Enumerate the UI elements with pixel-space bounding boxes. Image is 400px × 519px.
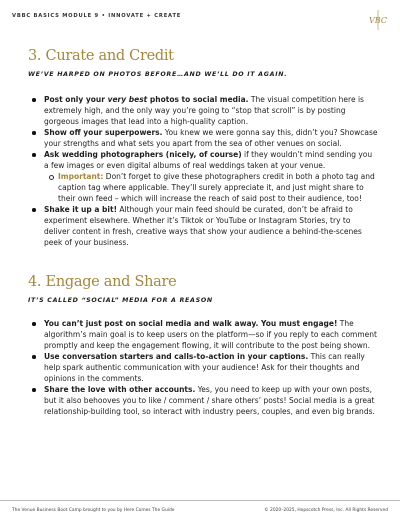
bullet-lead: Show off your superpowers.: [44, 128, 163, 137]
section-4-list: [28, 318, 378, 417]
page-header: [12, 10, 388, 34]
bullet-text: You knew we were gonna say this, didn’t you? Showcase your strengths and what sets you apart from the sea of other venues on social.: [44, 128, 378, 148]
bullet-text: This can really help spark authentic communication with your audience! Ask for their thoughts and opinions in the comments.: [44, 352, 365, 383]
section-4-title: 4. Engage and Share: [28, 274, 177, 290]
bullet-text: Yes, you need to keep up with your own posts, but it also behooves you to like / comment / share others’ posts! Social media is a great relationship-building tool, so interact with industry peers, couples, and even big brands.: [44, 385, 375, 416]
section-3-list: [28, 94, 378, 248]
list-item: [28, 351, 378, 384]
section-4-subtitle: IT’S CALLED “SOCIAL” MEDIA FOR A REASON: [28, 297, 213, 304]
list-item: [28, 149, 378, 204]
important-label: Important:: [58, 172, 104, 181]
bullet-lead-emphasis: very best: [107, 95, 148, 104]
bullet-lead-b: photos to social media.: [147, 95, 249, 104]
list-item: [28, 318, 378, 351]
main-content: [28, 48, 378, 417]
bullet-lead: You can’t just post on social media and walk away. You must engage!: [44, 319, 338, 328]
bullet-text: The visual competition here is extremely high, and the only way you’re going to “stop that scroll” is by posting gorgeous images that lead into a high-quality caption.: [44, 95, 364, 126]
bullet-lead: Use conversation starters and calls-to-action in your captions.: [44, 352, 309, 361]
bullet-text: if they wouldn’t mind sending you a few images or even digital albums of real weddings taken at your venue.: [44, 150, 373, 170]
section-3-subtitle: WE’VE HARPED ON PHOTOS BEFORE…AND WE’LL DO IT AGAIN.: [28, 71, 288, 78]
footer-credit: The Venue Business Boot Camp brought to you by Here Comes The Guide: [12, 508, 175, 513]
bullet-lead: Ask wedding photographers (nicely, of course): [44, 150, 242, 159]
sub-list-item: [44, 171, 378, 204]
logo-text: VBC: [369, 16, 387, 25]
list-item: [28, 127, 378, 149]
list-item: [28, 384, 378, 417]
bullet-lead: Share the love with other accounts.: [44, 385, 196, 394]
footer-copyright: © 2020–2025, Hopscotch Press, Inc. All Rights Reserved: [264, 508, 388, 513]
vbc-monogram-logo: [368, 8, 388, 32]
sub-list: [44, 171, 378, 204]
module-label: VBBC BASICS MODULE 9 • INNOVATE + CREATE: [12, 13, 182, 19]
bullet-lead-a: Post only your: [44, 95, 108, 104]
bullet-text: Although your main feed should be curated, don’t be afraid to experiment elsewhere. Whether it’s Tiktok or YouTube or Instagram Stories, try to deliver content in fresh, creative ways that show your audience a behind-the-scenes peek of your business.: [44, 205, 362, 247]
list-item: [28, 94, 378, 127]
bullet-text: The algorithm’s main goal is to keep users on the platform—so if you reply to each comment promptly and keep the engagement flowing, it will contribute to the post being shown.: [44, 319, 377, 350]
list-item: [28, 204, 378, 248]
bullet-lead: Shake it up a bit!: [44, 205, 117, 214]
page-footer: [0, 500, 400, 519]
sub-bullet-text: Don’t forget to give these photographers credit in both a photo tag and caption tag where applicable. They’ll surely appreciate it, and just might share to their own feed – which will increase the reach of said post to their audience, too!: [58, 172, 375, 203]
section-3-title: 3. Curate and Credit: [28, 48, 174, 64]
